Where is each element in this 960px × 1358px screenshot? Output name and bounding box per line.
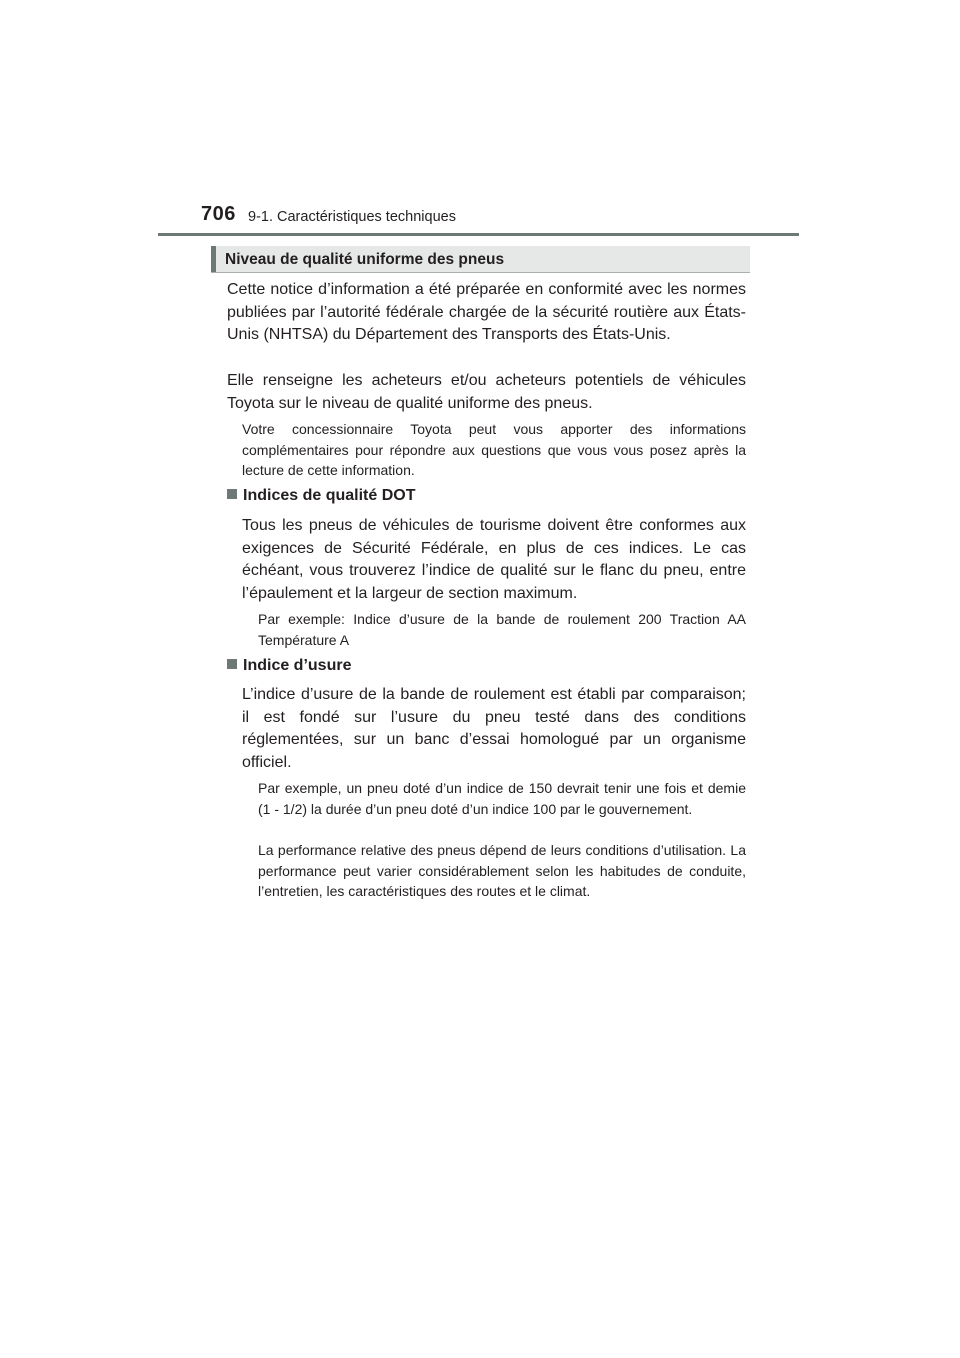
intro-paragraph-1: Cette notice d’information a été préparée en conformité avec les normes publiées par l’autorité fédérale chargée de la sécurité routière aux États-Unis (NHTSA) du Département des Transports des États-Unis. [227, 281, 746, 344]
section-heading-bar [211, 246, 216, 272]
wear-performance-note: La performance relative des pneus dépend de leurs conditions d’utilisation. La performance peut varier considérablement selon les habitudes de conduite, l’entretien, les caractéristiques des routes et le climat. [258, 842, 746, 899]
intro-paragraph-2: Elle renseigne les acheteurs et/ou acheteurs potentiels de véhicules Toyota sur le niveau de qualité uniforme des pneus. [227, 372, 746, 412]
header-rule [158, 233, 799, 236]
section-heading [211, 246, 750, 273]
wear-subheading-label: Indice d’usure [243, 657, 352, 674]
page-number: 706 [201, 203, 236, 225]
dot-example-note: Par exemple: Indice d’usure de la bande de roulement 200 Traction AA Température A [258, 611, 746, 648]
section-heading-label: Niveau de qualité uniforme des pneus [225, 251, 505, 268]
wear-subheading [227, 657, 351, 675]
dot-body: Tous les pneus de véhicules de tourisme doivent être conformes aux exigences de Sécurité Fédérale, en plus de ces indices. Le cas échéant, vous trouverez l’indice de qualité sur le flanc du pneu, entre l’épaulement et la largeur de section maximum. [242, 517, 746, 602]
square-bullet-icon [227, 489, 237, 499]
wear-body: L’indice d’usure de la bande de roulement est établi par comparaison; il est fondé sur l’usure du pneu testé dans des conditions réglementées, sur un banc d’essai homologué par un organisme officiel. [242, 686, 746, 771]
intro-note: Votre concessionnaire Toyota peut vous apporter des informations complémentaires pour répondre aux questions que vous vous posez après la lecture de cette information. [242, 421, 746, 478]
dot-subheading [227, 487, 415, 505]
dot-subheading-label: Indices de qualité DOT [243, 487, 416, 504]
wear-example-note: Par exemple, un pneu doté d’un indice de 150 devrait tenir une fois et demie (1 - 1/2) la durée d’un pneu doté d’un indice 100 par le gouvernement. [258, 780, 746, 817]
chapter-title: 9-1. Caractéristiques techniques [248, 209, 456, 225]
square-bullet-icon [227, 659, 237, 669]
